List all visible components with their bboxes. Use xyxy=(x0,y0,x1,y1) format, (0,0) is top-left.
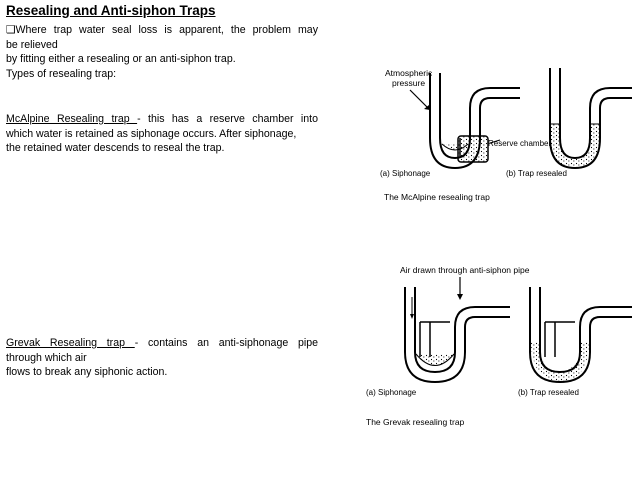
grevak-paragraph xyxy=(6,336,318,380)
intro-line-2: be relieved xyxy=(6,38,58,51)
air-arrowhead-icon xyxy=(457,294,463,300)
intro-paragraph xyxy=(6,23,318,81)
grevak-figure xyxy=(360,262,638,432)
mcalpine-line-2: which water is retained as siphonage occurs. After siphonage, xyxy=(6,127,297,140)
grevak-caption-a: (a) Siphonage xyxy=(366,388,417,397)
grevak-caption-b: (b) Trap resealed xyxy=(518,388,579,397)
mcalpine-diagram xyxy=(370,58,638,208)
mcalpine-term: McAlpine Resealing trap xyxy=(6,113,138,125)
pressure-label: pressure xyxy=(392,78,426,88)
grevak-diagram xyxy=(360,262,638,432)
grevak-trap-siphonage xyxy=(405,287,510,382)
intro-line-1: ❑Where trap water seal loss is apparent, the problem may xyxy=(6,24,318,36)
grevak-trap-resealed xyxy=(530,287,632,382)
trap-resealed xyxy=(550,68,632,168)
grevak-figure-title: The Grevak resealing trap xyxy=(366,417,465,427)
reserve-chamber-label: Reserve chamber xyxy=(488,139,552,148)
intro-line-3: by fitting either a resealing or an anti-siphon trap. xyxy=(6,53,236,66)
trap-siphonage xyxy=(430,73,520,168)
caption-b-resealed: (b) Trap resealed xyxy=(506,169,567,178)
air-drawn-label: Air drawn through anti-siphon pipe xyxy=(400,265,530,275)
atmospheric-label: Atmospheric xyxy=(385,68,433,78)
grevak-line-2: through which air xyxy=(6,351,87,364)
slide-title: Resealing and Anti-siphon Traps xyxy=(6,3,216,18)
mcalpine-figure xyxy=(370,58,638,208)
mcalpine-paragraph xyxy=(6,112,318,156)
mcalpine-figure-title: The McAlpine resealing trap xyxy=(384,192,490,202)
grevak-line-3: flows to break any siphonic action. xyxy=(6,366,168,379)
caption-a-siphonage: (a) Siphonage xyxy=(380,169,431,178)
intro-line-4: Types of resealing trap: xyxy=(6,67,117,80)
bullet-icon: ❑ xyxy=(6,24,16,36)
mcalpine-line-3: the retained water descends to reseal the trap. xyxy=(6,142,225,155)
grevak-line-1: Grevak Resealing trap - contains an anti-siphonage pipe xyxy=(6,337,318,349)
mcalpine-line-1: McAlpine Resealing trap - this has a reserve chamber into xyxy=(6,113,318,125)
grevak-term: Grevak Resealing trap xyxy=(6,337,135,349)
